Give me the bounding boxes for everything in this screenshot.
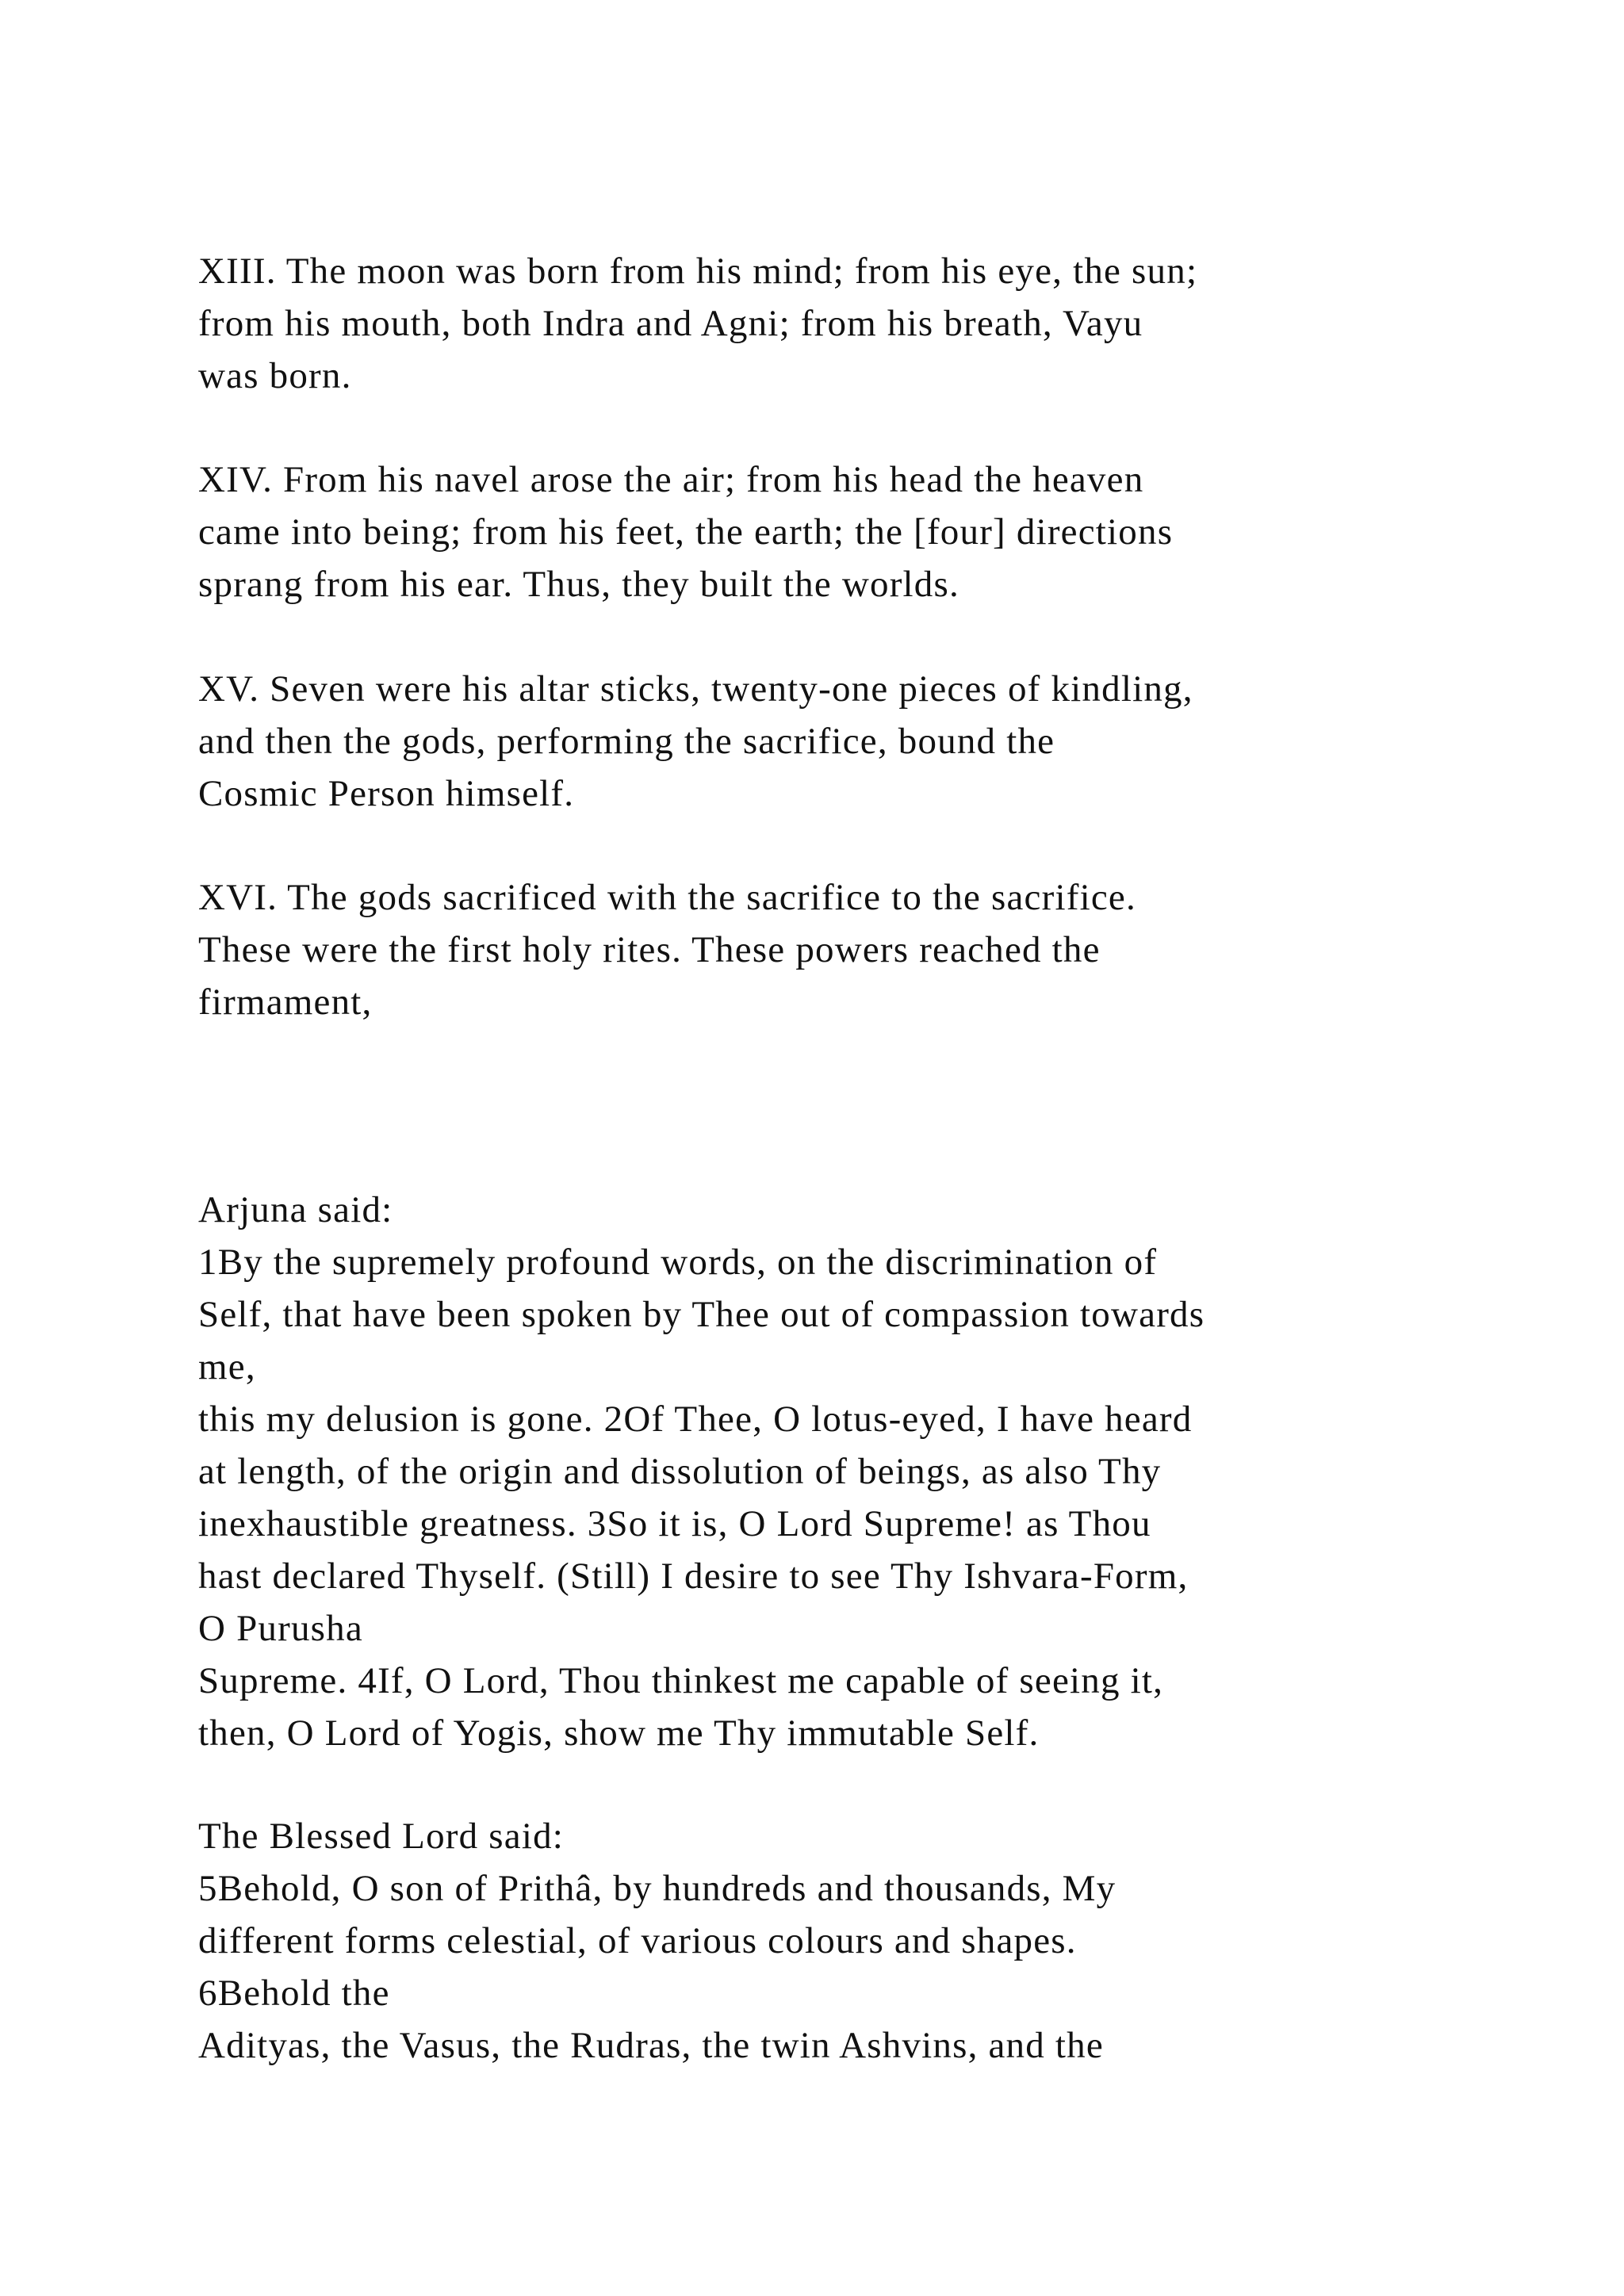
text-line: Cosmic Person himself. (198, 773, 575, 814)
verse-xiv-paragraph (198, 453, 1467, 610)
verse-xvi-paragraph (198, 871, 1467, 1028)
text-line: 5Behold, O son of Prithâ, by hundreds and thousands, My (198, 1868, 1116, 1909)
blessed-lord-said-paragraph (198, 1810, 1467, 2072)
text-line: 6Behold the (198, 1973, 390, 2014)
text-line: came into being; from his feet, the earth; the [four] directions (198, 511, 1174, 553)
text-line: XIII. The moon was born from his mind; from his eye, the sun; (198, 251, 1198, 292)
text-line: firmament, (198, 982, 373, 1023)
text-line: and then the gods, performing the sacrifice, bound the (198, 721, 1055, 762)
text-line: then, O Lord of Yogis, show me Thy immutable Self. (198, 1712, 1040, 1754)
text-line: different forms celestial, of various colours and shapes. (198, 1920, 1077, 1961)
text-line: XV. Seven were his altar sticks, twenty-one pieces of kindling, (198, 668, 1193, 710)
text-line: XIV. From his navel arose the air; from his head the heaven (198, 459, 1144, 500)
text-line: hast declared Thyself. (Still) I desire to see Thy Ishvara-Form, (198, 1556, 1189, 1597)
arjuna-said-paragraph (198, 1184, 1467, 1759)
text-line: These were the first holy rites. These powers reached the (198, 929, 1101, 970)
speaker-heading: Arjuna said: (198, 1189, 393, 1230)
text-line: XVI. The gods sacrificed with the sacrifice to the sacrifice. (198, 877, 1136, 918)
text-line: Adityas, the Vasus, the Rudras, the twin Ashvins, and the (198, 2025, 1104, 2066)
text-line: was born. (198, 355, 352, 396)
verse-xv-paragraph (198, 663, 1467, 820)
text-line: from his mouth, both Indra and Agni; from his breath, Vayu (198, 303, 1143, 344)
text-line: Self, that have been spoken by Thee out of compassion towards (198, 1294, 1205, 1335)
text-line: Supreme. 4If, O Lord, Thou thinkest me capable of seeing it, (198, 1660, 1164, 1701)
text-line: inexhaustible greatness. 3So it is, O Lord Supreme! as Thou (198, 1503, 1151, 1544)
text-line: me, (198, 1346, 256, 1387)
text-line: 1By the supremely profound words, on the discrimination of (198, 1242, 1158, 1283)
text-line: sprang from his ear. Thus, they built the worlds. (198, 564, 959, 605)
text-line: O Purusha (198, 1608, 363, 1649)
text-line: this my delusion is gone. 2Of Thee, O lotus-eyed, I have heard (198, 1399, 1193, 1440)
speaker-heading: The Blessed Lord said: (198, 1816, 565, 1857)
verse-xiii-paragraph (198, 245, 1467, 402)
text-line: at length, of the origin and dissolution of beings, as also Thy (198, 1451, 1162, 1492)
